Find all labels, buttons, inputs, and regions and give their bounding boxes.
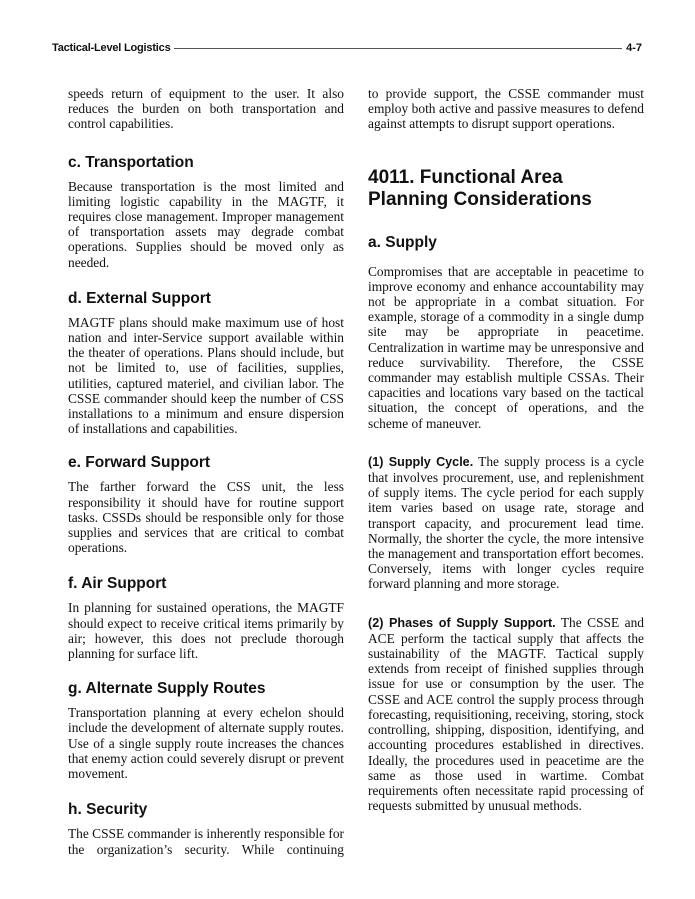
subsection-phases-of-supply-support <box>368 615 644 814</box>
section-body-transportation: Because transportation is the most limited and limiting logistic capability in the MAGTF, it requires close management. Improper management of transportation assets may degrade combat operations. Supplies should be moved only as needed. <box>68 178 344 270</box>
right-column <box>368 86 644 813</box>
left-column <box>68 86 344 857</box>
chapter-heading: 4011. Functional Area Planning Considerations <box>368 166 592 210</box>
header-rule <box>174 48 622 49</box>
subsection-body-phases-of-supply-support: The CSSE and ACE perform the tactical supply that affects the sustainability of the MAGTF. Tactical supply extends from receipt of finished supplies through issue for use or consumption by the user. The CSSE and ACE control the supply process through forecasting, requisitioning, receiving, storing, stock controlling, shipping, disposition, identifying, and accounting procedures established in directives. Ideally, the procedures used in peacetime are the same as those used in wartime. Combat requirements often necessitate rapid processing of requests submitted by unusual methods. <box>368 614 644 814</box>
section-heading-transportation: c. Transportation <box>68 153 194 171</box>
section-body-forward-support: The farther forward the CSS unit, the less responsibility it should have for routine support tasks. CSSDs should be responsible only for those supplies and services that are critical to combat operations. <box>68 479 344 556</box>
section-heading-external-support: d. External Support <box>68 289 211 307</box>
continued-paragraph-security: to provide support, the CSSE commander must employ both active and passive measures to defend against attempts to disrupt support operations. <box>368 86 644 132</box>
subsection-body-supply-cycle: The supply process is a cycle that involves procurement, use, and replenishment of supply items. The cycle period for each supply item varies based on usage rate, storage and transport capacity, and procurement lead time. Normally, the shorter the cycle, the more intensive the management and transportation effort becomes. Conversely, items with longer cycles require forward planning and more storage. <box>368 453 645 592</box>
section-body-alternate-supply-routes: Transportation planning at every echelon should include the development of alternate supply routes. Use of a single supply route increases the chances that enemy action could severely disrupt or prevent movement. <box>68 705 344 782</box>
section-heading-security: h. Security <box>68 801 148 819</box>
section-body-external-support: MAGTF plans should make maximum use of host nation and inter-Service support available within the theater of operations. Plans should include, but not be limited to, use of facilities, supplies, utilities, captured materiel, and civilian labor. The CSSE commander should keep the number of CSS installations to a minimum and ensure dispersion of installations and capabilities. <box>68 314 344 437</box>
subsection-supply-cycle <box>368 454 644 592</box>
running-header-title: Tactical-Level Logistics <box>52 42 171 54</box>
page-number: 4-7 <box>626 42 642 54</box>
subsection-title-phases-of-supply-support: (2) Phases of Supply Support. <box>368 615 556 630</box>
continued-paragraph: speeds return of equipment to the user. It also reduces the burden on both transportation and control capabilities. <box>68 86 344 132</box>
running-header <box>52 40 642 56</box>
section-body-air-support: In planning for sustained operations, the MAGTF should expect to receive critical items primarily by air; however, this does not preclude thorough planning for surface lift. <box>68 600 344 662</box>
section-heading-air-support: f. Air Support <box>68 575 167 593</box>
section-heading-alternate-supply-routes: g. Alternate Supply Routes <box>68 680 266 698</box>
subsection-title-supply-cycle: (1) Supply Cycle. <box>368 454 474 469</box>
section-heading-supply: a. Supply <box>368 233 437 251</box>
section-body-security: The CSSE commander is inherently responsible for the organization’s security. While continuing <box>68 826 344 857</box>
section-heading-forward-support: e. Forward Support <box>68 454 211 472</box>
section-body-supply: Compromises that are acceptable in peacetime to improve economy and enhance accountability may not be appropriate in a combat situation. For example, storage of a commodity in a single dump site may be appropriate in peacetime. Centralization in wartime may be unresponsive and reduce survivability. Therefore, the CSSE commander may establish multiple CSSAs. Their capacities and locations vary based on the tactical situation, the concept of operations, and the scheme of maneuver. <box>368 263 644 431</box>
